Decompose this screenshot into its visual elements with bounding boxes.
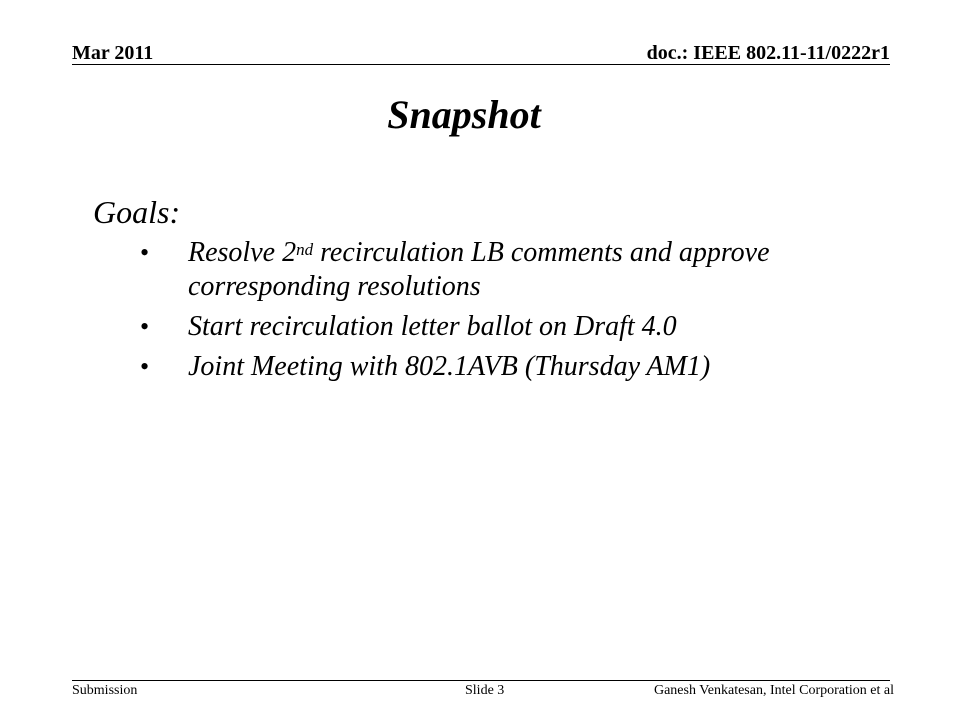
goal-text: Joint Meeting with 802.1AVB (Thursday AM1)	[188, 351, 711, 382]
footer-slide-number: Slide 3	[465, 683, 505, 698]
goal-item	[140, 350, 880, 384]
bullet-icon: •	[140, 352, 150, 381]
goals-heading: Goals:	[93, 194, 181, 230]
goal-text: Resolve 2nd recirculation LB comments and approve corresponding resolutions	[188, 237, 770, 302]
goal-superscript: nd	[296, 240, 314, 259]
bullet-icon: •	[140, 238, 150, 267]
goal-text: Start recirculation letter ballot on Draft 4.0	[188, 311, 677, 342]
footer-divider	[72, 680, 890, 681]
slide-title: Snapshot	[387, 92, 541, 137]
header-divider	[72, 64, 890, 65]
goals-list	[140, 236, 880, 390]
footer-author: Ganesh Venkatesan, Intel Corporation et al	[653, 683, 894, 698]
footer-submission: Submission	[72, 683, 138, 698]
header-doc-id: doc.: IEEE 802.11-11/0222r1	[646, 42, 890, 64]
goal-item	[140, 310, 880, 344]
goal-item	[140, 236, 880, 304]
header-date: Mar 2011	[72, 42, 154, 64]
bullet-icon: •	[140, 312, 150, 341]
